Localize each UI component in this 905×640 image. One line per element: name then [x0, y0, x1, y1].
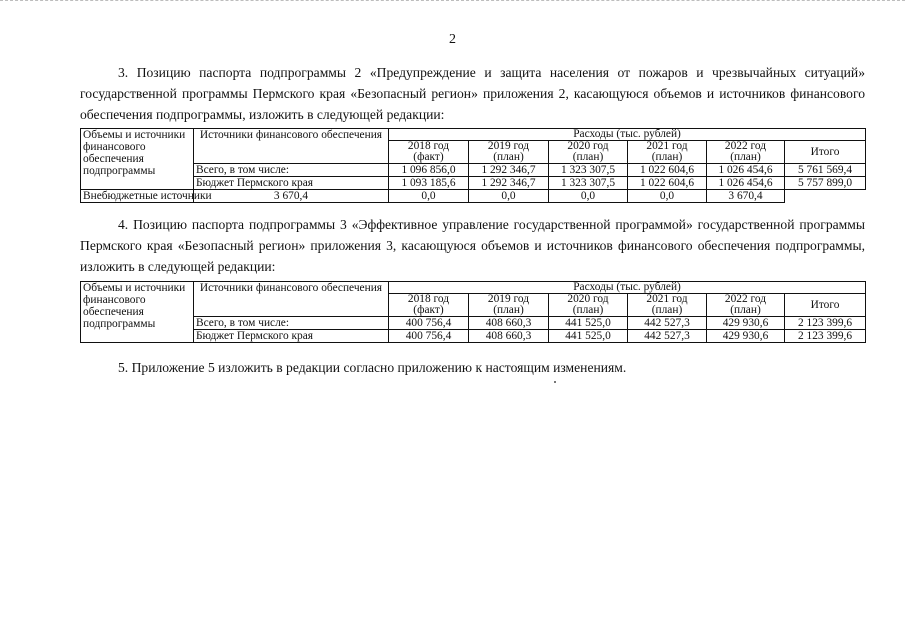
year-header-2019: 2019 год (план) — [469, 141, 549, 164]
table-row — [81, 317, 866, 330]
scan-speck — [554, 381, 556, 383]
cell-value: 1 026 454,6 — [707, 177, 785, 190]
page-number: 2 — [449, 32, 456, 47]
cell-value: 400 756,4 — [389, 330, 469, 343]
year-header-2019: 2019 год (план) — [469, 294, 549, 317]
cell-value: 442 527,3 — [628, 330, 707, 343]
sources-header: Источники финансового обеспечения — [194, 129, 389, 164]
table-label: Объемы и источники финансового обеспечения подпрограммы — [81, 282, 194, 343]
cell-value: 1 026 454,6 — [707, 164, 785, 177]
expenses-header: Расходы (тыс. рублей) — [389, 282, 866, 294]
year-header-2018: 2018 год (факт) — [389, 141, 469, 164]
cell-value: 442 527,3 — [628, 317, 707, 330]
table-row — [81, 177, 866, 190]
cell-value: 408 660,3 — [469, 330, 549, 343]
cell-value: 429 930,6 — [707, 317, 785, 330]
paragraph-5: 5. Приложение 5 изложить в редакции согласно приложению к настоящим изменениям. — [118, 360, 627, 375]
table-row — [81, 330, 866, 343]
cell-value: 1 022 604,6 — [628, 164, 707, 177]
cell-value: 441 525,0 — [549, 330, 628, 343]
cell-value: 1 093 185,6 — [389, 177, 469, 190]
paragraph-3: 3. Позицию паспорта подпрограммы 2 «Предупреждение и защита населения от пожаров и чрезвычайных ситуаций» государственной программы Пермского края «Безопасный регион» приложения 2, касающуюся объемов и источников финансового обеспечения подпрограммы, изложить в следующей редакции: — [80, 65, 865, 122]
cell-value: 0,0 — [628, 190, 707, 203]
year-header-2020: 2020 год (план) — [549, 294, 628, 317]
year-header-2021: 2021 год (план) — [628, 141, 707, 164]
total-header: Итого — [785, 141, 866, 164]
cell-value: 429 930,6 — [707, 330, 785, 343]
year-header-2022: 2022 год (план) — [707, 294, 785, 317]
cell-value: 0,0 — [389, 190, 469, 203]
row-name: Всего, в том числе: — [194, 317, 389, 330]
cell-value: 3 670,4 — [194, 190, 389, 203]
cell-value: 1 022 604,6 — [628, 177, 707, 190]
page-top-edge — [0, 0, 905, 5]
cell-value: 5 757 899,0 — [785, 177, 866, 190]
cell-value: 408 660,3 — [469, 317, 549, 330]
row-name: Бюджет Пермского края — [194, 177, 389, 190]
table-row — [81, 164, 866, 177]
year-header-2022: 2022 год (план) — [707, 141, 785, 164]
row-name: Внебюджетные источники — [81, 190, 194, 203]
cell-value: 0,0 — [469, 190, 549, 203]
cell-value: 441 525,0 — [549, 317, 628, 330]
row-name: Бюджет Пермского края — [194, 330, 389, 343]
cell-value: 0,0 — [549, 190, 628, 203]
financing-table-subprogram-2 — [80, 128, 866, 203]
cell-value: 1 292 346,7 — [469, 177, 549, 190]
paragraph-4: 4. Позицию паспорта подпрограммы 3 «Эффективное управление государственной программой» государственной программы Пермского края «Безопасный регион» приложения 3, касающуюся объемов и источников финансового обеспечения подпрограммы, изложить в следующей редакции: — [80, 217, 865, 274]
row-name: Всего, в том числе: — [194, 164, 389, 177]
cell-value: 2 123 399,6 — [785, 317, 866, 330]
cell-value: 2 123 399,6 — [785, 330, 866, 343]
year-header-2018: 2018 год (факт) — [389, 294, 469, 317]
cell-value: 1 096 856,0 — [389, 164, 469, 177]
year-header-2021: 2021 год (план) — [628, 294, 707, 317]
year-header-2020: 2020 год (план) — [549, 141, 628, 164]
expenses-header: Расходы (тыс. рублей) — [389, 129, 866, 141]
cell-value: 1 323 307,5 — [549, 177, 628, 190]
cell-value: 5 761 569,4 — [785, 164, 866, 177]
cell-value: 1 292 346,7 — [469, 164, 549, 177]
cell-value: 1 323 307,5 — [549, 164, 628, 177]
cell-value: 3 670,4 — [707, 190, 785, 203]
table-label: Объемы и источники финансового обеспечения подпрограммы — [81, 129, 194, 190]
total-header: Итого — [785, 294, 866, 317]
table-row — [81, 190, 866, 203]
cell-value: 400 756,4 — [389, 317, 469, 330]
sources-header: Источники финансового обеспечения — [194, 282, 389, 317]
financing-table-subprogram-3 — [80, 281, 866, 343]
